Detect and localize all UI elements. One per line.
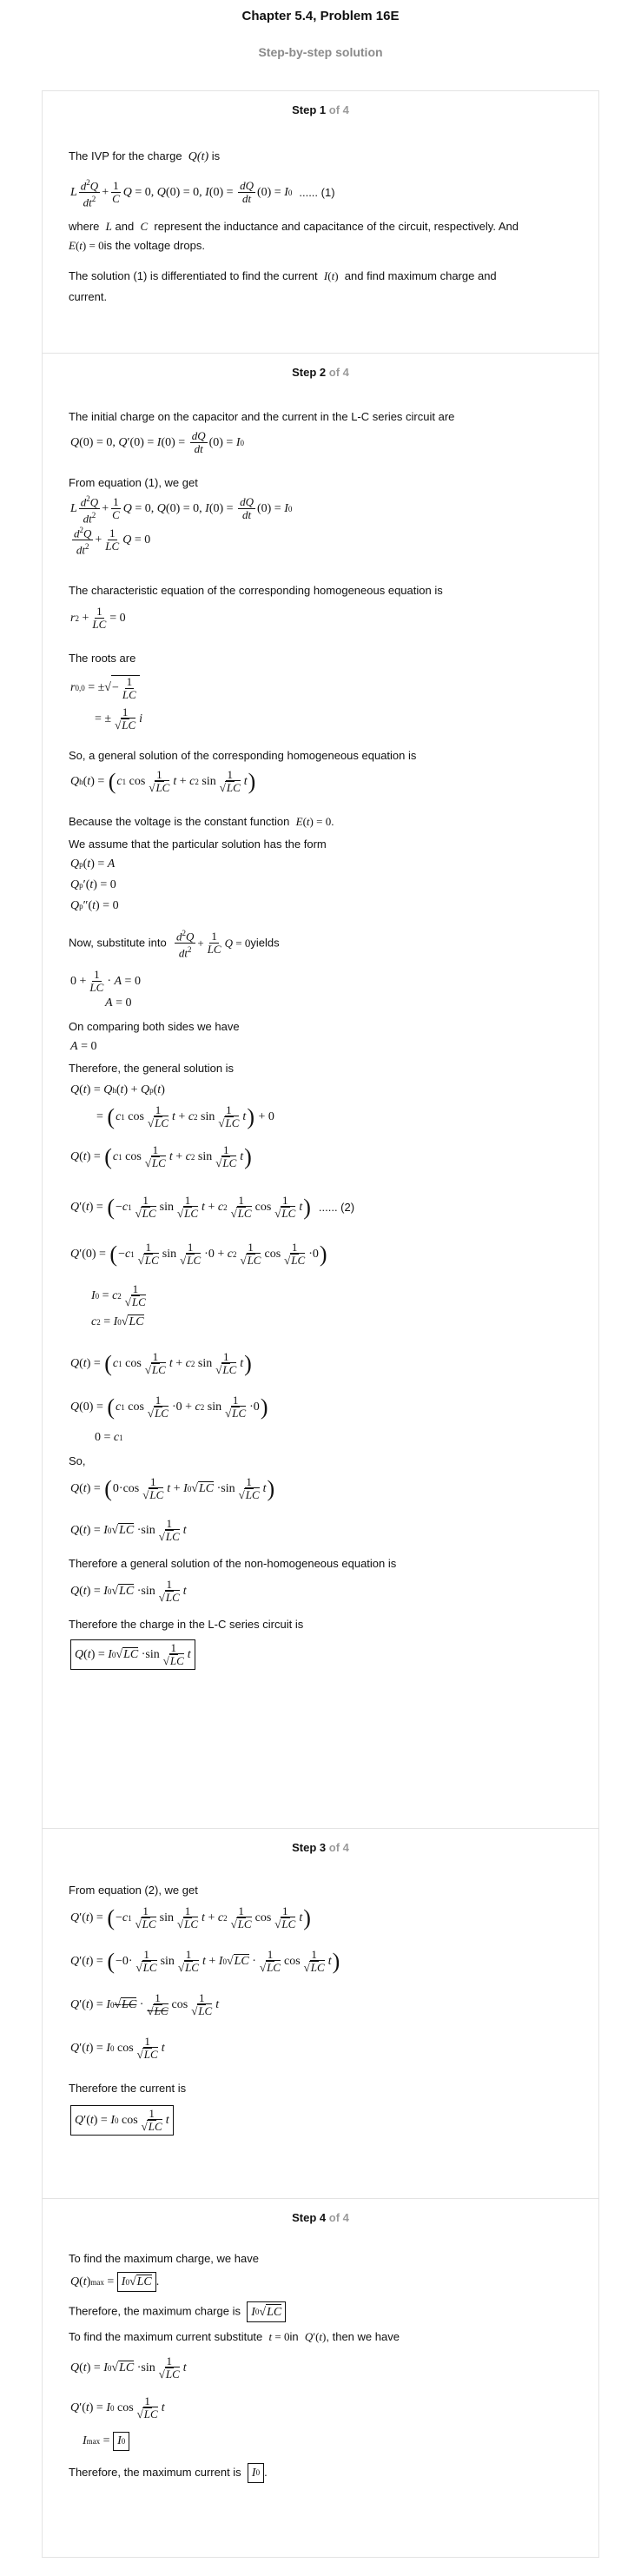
eq-c1: 0 = c 1 [95, 1431, 123, 1444]
step-1-card [42, 90, 599, 354]
step-2-text-characteristic: The characteristic equation of the corresponding homogeneous equation is [69, 584, 443, 597]
eq-i0: I 0 = c 2 $\frac{1}{√LC}$ [91, 1282, 146, 1308]
eq-2-tag: ...... (2) [318, 1200, 355, 1214]
page-title: Chapter 5.4, Problem 16E [241, 9, 400, 23]
eq-ivp-repeat: L $\frac{d^2Q}{dt^2}$ + $\frac{1}{C}$ Q = 0, Q (0) = 0, I (0) = $\frac{dQ}{dt}$ (0) = I 0 [70, 494, 293, 526]
step-2-text-so: So, [69, 1454, 86, 1467]
eq-current-boxed: Q ′( t ) = I 0 cos $\frac{1}{√LC}$ t [70, 2105, 174, 2136]
eq-substituted: 0 + $\frac{1}{LC}$ · A = 0 [70, 968, 141, 994]
eq-q-again: Q ( t ) = ( c 1 cos $\frac{1}{√LC}$ t + c 2 sin $\frac{1}{√LC}$ t ) [70, 1350, 252, 1376]
step-2-text-voltage-const: Because the voltage is the constant function E(t) = 0. [69, 815, 334, 828]
eq-qp-prime: Q p ′( t ) = 0 [70, 878, 116, 891]
eq-general-3: Q ( t ) = ( c 1 cos $\frac{1}{√LC}$ t + c 2 sin $\frac{1}{√LC}$ t ) [70, 1143, 252, 1169]
step-4-heading: Step 4 of 4 [292, 2211, 349, 2224]
eq-s3-1: Q ′( t ) = ( − c 1 $\frac{1}{√LC}$ sin $\frac{1}{√LC}$ t + c 2 $\frac{1}{√LC}$ cos $\frac{1}{√LC}$ t ) [70, 1904, 311, 1930]
step-2-text-substitute: Now, substitute into $\frac{d^2Q}{dt^2}$ + $\frac{1}{LC}$ Q = 0yields [69, 929, 280, 960]
eq-initial-conditions: Q (0) = 0, Q ′(0) = I (0) = $\frac{dQ}{dt}$ (0) = I 0 [70, 429, 244, 455]
eq-s4-qprime: Q ′( t ) = I 0 cos $\frac{1}{√LC}$ t [70, 2394, 165, 2420]
eq-qh: Q h ( t ) = ( c 1 cos $\frac{1}{√LC}$ t + c 2 sin $\frac{1}{√LC}$ t ) [70, 768, 256, 794]
step-3-text-from-eq2: From equation (2), we get [69, 1884, 198, 1897]
step-1-voltage: E(t) = 0is the voltage drops. [69, 239, 205, 252]
eq-q-zero: Q (0) = ( c 1 cos $\frac{1}{√LC}$ ·0 + c 2 sin $\frac{1}{√LC}$ ·0 ) [70, 1394, 268, 1420]
eq-q-prime-zero: Q ′(0) = ( − c 1 $\frac{1}{√LC}$ sin $\frac{1}{√LC}$ ·0 + c 2 $\frac{1}{√LC}$ cos $\frac{1}{√LC}$ ·0 ) [70, 1241, 327, 1267]
eq-qp-double-prime: Q p ″( t ) = 0 [70, 899, 119, 912]
step-2-text-compare: On comparing both sides we have [69, 1020, 240, 1033]
eq-1-tag: ...... (1) [299, 185, 335, 199]
eq-q-prime: Q ′( t ) = ( − c 1 $\frac{1}{√LC}$ sin $\frac{1}{√LC}$ t + c 2 $\frac{1}{√LC}$ cos $\frac{1}{√LC}$ t ) ...... (2) [70, 1194, 355, 1220]
step-4-card [42, 2198, 599, 2558]
step-1-solution: The solution (1) is differentiated to find the current I(t) and find maximum charge and [69, 269, 497, 282]
eq-qmax: Q ( t ) max = I 0 √ LC . [70, 2272, 159, 2292]
eq-a-result: A = 0 [70, 1040, 97, 1053]
eq-a-zero: A = 0 [105, 997, 132, 1010]
eq-qp: Q p ( t ) = A [70, 858, 116, 871]
step-2-text-general: Therefore, the general solution is [69, 1062, 235, 1075]
step-2-text-charge: Therefore the charge in the L-C series circuit is [69, 1618, 304, 1631]
step-2-text-nonhomog: Therefore a general solution of the non-homogeneous equation is [69, 1557, 397, 1570]
eq-general-2: = ( c 1 cos $\frac{1}{√LC}$ t + c 2 sin $\frac{1}{√LC}$ t ) + 0 [96, 1103, 274, 1129]
eq-roots-1: r 0,0 = ± √ − $\frac{1}{LC}$ [70, 675, 140, 701]
step-3-card [42, 1828, 599, 2200]
eq-general-1: Q ( t ) = Q h ( t ) + Q p ( t ) [70, 1083, 165, 1096]
step-2-text-from-eq1: From equation (1), we get [69, 476, 198, 489]
step-2-text-general-homog: So, a general solution of the corresponding homogeneous equation is [69, 749, 417, 762]
eq-q-final-a: Q ( t ) = I 0 √ LC ·sin $\frac{1}{√LC}$ t [70, 1517, 187, 1543]
step-2-text-particular: We assume that the particular solution has the form [69, 838, 327, 851]
step-3-text-current: Therefore the current is [69, 2082, 187, 2095]
eq-s3-2: Q ′( t ) = ( −0· $\frac{1}{√LC}$ sin $\frac{1}{√LC}$ t + I 0 √ LC · $\frac{1}{√LC}$ cos $\frac{1}{√LC}$ t ) [70, 1948, 340, 1974]
step-4-text-max-charge: To find the maximum charge, we have [69, 2252, 259, 2265]
eq-q-sub: Q ( t ) = ( 0·cos $\frac{1}{√LC}$ t + I 0 √ LC ·sin $\frac{1}{√LC}$ t ) [70, 1475, 275, 1501]
step-4-text-max-current-is: Therefore, the maximum current is I 0 . [69, 2463, 268, 2483]
step-1-heading: Step 1 of 4 [292, 103, 349, 116]
step-4-text-max-charge-is: Therefore, the maximum charge is I 0 √ LC [69, 2301, 286, 2322]
eq-roots-2: = ± $\frac{1}{√LC}$ i [95, 705, 143, 732]
step-1-ivp-equation: L $\frac{d^2Q}{dt^2}$ + $\frac{1}{C}$ Q = 0, Q (0) = 0, I (0) = $\frac{dQ}{dt}$ (0) = I 0 ...... (1) [70, 178, 335, 209]
step-1-where: where L and C represent the inductance and capacitance of the circuit, respectively. And [69, 220, 519, 233]
eq-q-final-b: Q ( t ) = I 0 √ LC ·sin $\frac{1}{√LC}$ t [70, 1578, 187, 1604]
eq-s4-q: Q ( t ) = I 0 √ LC ·sin $\frac{1}{√LC}$ t [70, 2354, 187, 2381]
eq-s3-3: Q ′( t ) = I 0 √LC · $\frac{1}{√LC}$ cos $\frac{1}{√LC}$ t [70, 1991, 220, 2017]
step-3-heading: Step 3 of 4 [292, 1841, 349, 1854]
step-2-text-roots: The roots are [69, 652, 136, 665]
step-4-text-max-current: To find the maximum current substitute t = 0in Q′(t), then we have [69, 2330, 400, 2343]
step-1-ivp-intro: The IVP for the charge Q(t) is [69, 149, 221, 163]
step-2-heading: Step 2 of 4 [292, 366, 349, 379]
page-subtitle: Step-by-step solution [258, 45, 383, 59]
step-2-card [42, 353, 599, 1830]
eq-s3-4: Q ′( t ) = I 0 cos $\frac{1}{√LC}$ t [70, 2035, 165, 2061]
eq-characteristic: r 2 + $\frac{1}{LC}$ = 0 [70, 605, 126, 631]
eq-homogeneous: $\frac{d^2Q}{dt^2}$ + $\frac{1}{LC}$ Q = 0 [74, 526, 151, 557]
eq-charge-boxed: Q ( t ) = I 0 √ LC ·sin $\frac{1}{√LC}$ t [70, 1639, 195, 1670]
eq-c2: c 2 = I 0 √ LC [91, 1314, 144, 1328]
step-1-solution-cont: current. [69, 290, 108, 303]
eq-imax: I max = I 0 [83, 2432, 129, 2451]
step-2-text-initial: The initial charge on the capacitor and the current in the L-C series circuit are [69, 410, 455, 423]
